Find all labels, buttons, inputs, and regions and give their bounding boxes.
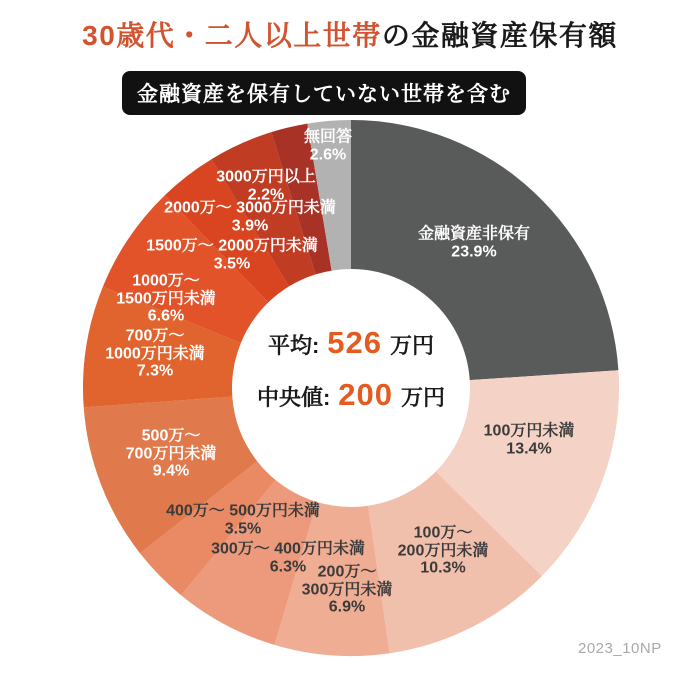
slice-label-2000万〜3000万円未満: 2000万〜 3000万円未満 3.9%	[164, 199, 336, 234]
average-row	[268, 325, 434, 361]
median-label: 中央値:	[256, 385, 331, 410]
median-row	[257, 377, 445, 413]
median-unit: 万円	[401, 385, 446, 410]
slice-label-400万〜500万円未満: 400万〜 500万円未満 3.5%	[166, 502, 320, 537]
slice-label-200万〜300万円未満: 200万〜 300万円未満 6.9%	[301, 563, 393, 616]
average-unit: 万円	[390, 333, 435, 358]
slice-label-1000万〜1500万円未満: 1000万〜 1500万円未満 6.6%	[116, 272, 216, 325]
slice-label-300万〜400万円未満: 300万〜 400万円未満 6.3%	[211, 540, 365, 575]
slice-label-700万〜1000万円未満: 700万〜 1000万円未満 7.3%	[105, 327, 205, 380]
slice-label-3000万円以上: 3000万円以上 2.2%	[216, 168, 316, 203]
center-summary	[257, 325, 445, 413]
slice-label-100万〜200万円未満: 100万〜 200万円未満 10.3%	[397, 524, 489, 577]
subtitle-badge: 金融資産を保有していない世帯を含む	[122, 71, 526, 115]
average-value: 526	[327, 325, 383, 360]
slice-label-金融資産非保有: 金融資産非保有 23.9%	[417, 225, 531, 260]
source-watermark: 2023_10NP	[578, 640, 662, 657]
slice-label-100万円未満: 100万円未満 13.4%	[483, 422, 575, 457]
slice-label-500万〜700万円未満: 500万〜 700万円未満 9.4%	[125, 427, 217, 480]
title-highlight: 30歳代・二人以上世帯	[82, 20, 382, 51]
median-value: 200	[338, 377, 394, 412]
title-rest: の金融資産保有額	[381, 20, 618, 51]
slice-label-無回答: 無回答 2.6%	[303, 128, 353, 163]
slice-label-1500万〜2000万円未満: 1500万〜 2000万円未満 3.5%	[146, 237, 318, 272]
average-label: 平均:	[267, 333, 320, 358]
